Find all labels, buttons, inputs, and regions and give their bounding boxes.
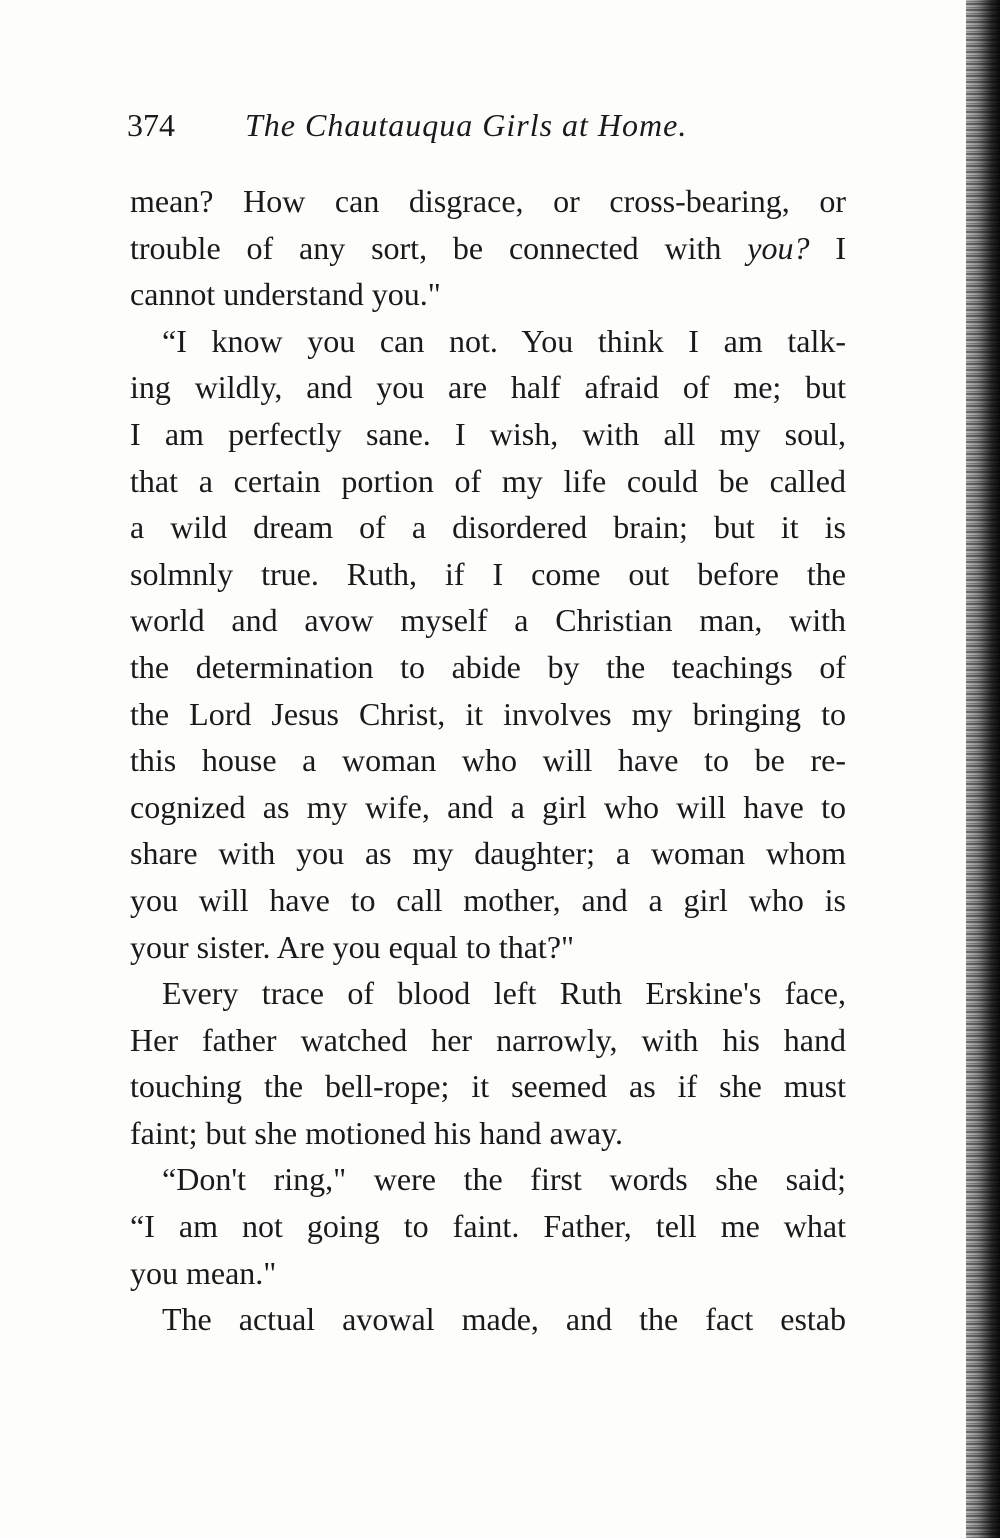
text-line: Every trace of blood left Ruth Erskine's face,: [162, 975, 846, 1012]
text-line: The actual avowal made, and the fact estab: [162, 1301, 846, 1338]
text-line: “I am not going to faint. Father, tell me what: [130, 1208, 846, 1245]
paragraph-4: [130, 1156, 846, 1296]
text-line: solmnly true. Ruth, if I come out before the: [130, 555, 846, 592]
text-line: Her father watched her narrowly, with his hand: [130, 1021, 846, 1058]
text-line: I am perfectly sane. I wish, with all my soul,: [130, 415, 846, 452]
paragraph-1: [130, 178, 846, 318]
text-fragment: I: [809, 229, 847, 266]
paragraph-3: [130, 970, 846, 1156]
text-line: ing wildly, and you are half afraid of me; but: [130, 369, 846, 406]
running-head: [127, 100, 767, 150]
text-line: [130, 225, 846, 272]
book-title: The Chautauqua Girls at Home.: [245, 107, 688, 143]
text-line: “I know you can not. You think I am talk-: [162, 322, 846, 359]
text-line: that a certain portion of my life could be called: [130, 462, 846, 499]
text-line: you will have to call mother, and a girl who is: [130, 881, 846, 918]
text-line: you mean.": [130, 1254, 277, 1291]
text-line: touching the bell-rope; it seemed as if she must: [130, 1068, 846, 1105]
text-line: the Lord Jesus Christ, it involves my bringing to: [130, 695, 846, 732]
text-fragment: trouble of any sort, be connected with: [130, 229, 748, 266]
paragraph-5: [130, 1296, 846, 1343]
emphasized-word: you?: [747, 229, 810, 266]
text-line: cognized as my wife, and a girl who will have to: [130, 788, 846, 825]
page-number: 374: [127, 107, 175, 143]
text-line: a wild dream of a disordered brain; but it is: [130, 509, 846, 546]
text-line: “Don't ring," were the first words she said;: [162, 1161, 846, 1198]
text-line: faint; but she motioned his hand away.: [130, 1114, 623, 1151]
paragraph-2: [130, 318, 846, 970]
text-line: cannot understand you.": [130, 276, 441, 313]
text-line: this house a woman who will have to be re-: [130, 742, 846, 779]
text-line: share with you as my daughter; a woman whom: [130, 835, 846, 872]
text-line: the determination to abide by the teachings of: [130, 648, 846, 685]
text-line: mean? How can disgrace, or cross-bearing, or: [130, 183, 846, 219]
text-body: [130, 178, 846, 1343]
text-line: world and avow myself a Christian man, with: [130, 602, 846, 639]
text-line: your sister. Are you equal to that?": [130, 928, 575, 965]
binding-edge: [966, 0, 1000, 1538]
